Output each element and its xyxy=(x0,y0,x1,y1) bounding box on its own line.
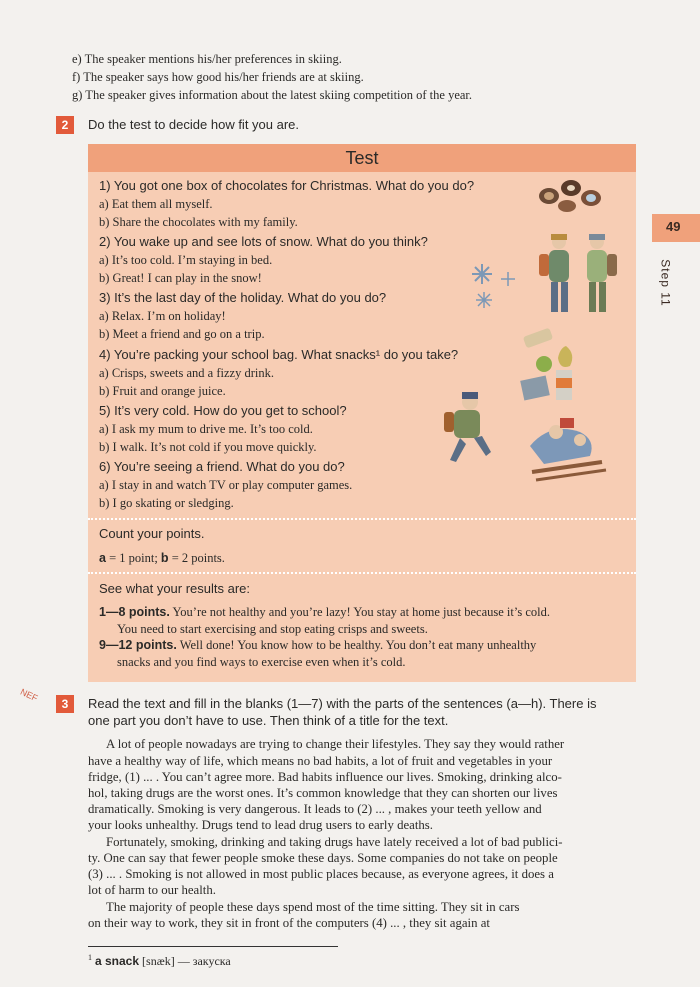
snowflake-icon xyxy=(468,262,518,312)
answer-3a: a) Relax. I’m on holiday! xyxy=(99,309,226,323)
question-3: 3) It’s the last day of the holiday. What do you do? xyxy=(99,290,387,305)
text-line: The majority of people these days spend most of the time sitting. They sit in cars xyxy=(106,900,520,914)
text-line: (3) ... . Smoking is not allowed in most public places because, as everyone agrees, it does a xyxy=(88,867,554,881)
question-2: 2) You wake up and see lots of snow. What do you think? xyxy=(99,234,428,249)
answer-1b: b) Share the chocolates with my family. xyxy=(99,215,298,229)
task-3-number: 3 xyxy=(56,695,74,713)
result-1-cont: You need to start exercising and stop eating crisps and sweets. xyxy=(117,622,428,636)
answer-4a: a) Crisps, sweets and a fizzy drink. xyxy=(99,366,274,380)
text-line: have a healthy way of life, which means no bad habits, a lot of fruit and vegetables in your xyxy=(88,754,553,768)
answer-6a: a) I stay in and watch TV or play computer games. xyxy=(99,478,353,492)
text-line: hol, taking drugs are the worst ones. It’s common knowledge that they can shorten our lives xyxy=(88,786,558,800)
count-heading: Count your points. xyxy=(99,526,205,541)
option-g: g) The speaker gives information about the latest skiing competition of the year. xyxy=(72,88,473,102)
sledging-illustration xyxy=(440,388,620,498)
results-heading: See what your results are: xyxy=(99,581,251,596)
footnote: $^1$ a snack [snæk] — закуска xyxy=(88,953,231,968)
text-line: A lot of people nowadays are trying to change their lifestyles. They say they would rather xyxy=(106,737,565,751)
page-number: 49 xyxy=(666,219,681,234)
answer-1a: a) Eat them all myself. xyxy=(99,197,213,211)
task-3-instruction-1: Read the text and fill in the blanks (1—7) with the parts of the sentences (a—h). There is xyxy=(88,696,597,711)
text-line: fridge, (1) ... . You can’t agree more. Bad habits influence our lives. Smoking, drinking alco- xyxy=(88,770,562,784)
result-1: 1—8 points. You’re not healthy and you’re lazy! You stay at home just because it’s cold. xyxy=(99,605,550,619)
result-2: 9—12 points. Well done! You know how to be healthy. You don’t eat many unhealthy xyxy=(99,638,537,652)
step-label: Step 11 xyxy=(658,259,673,307)
question-6: 6) You’re seeing a friend. What do you do? xyxy=(99,459,345,474)
option-e: e) The speaker mentions his/her preferences in skiing. xyxy=(72,52,342,66)
answer-4b: b) Fruit and orange juice. xyxy=(99,384,226,398)
answer-3b: b) Meet a friend and go on a trip. xyxy=(99,327,265,341)
answer-5a: a) I ask my mum to drive me. It’s too cold. xyxy=(99,422,313,436)
task-2-number: 2 xyxy=(56,116,74,134)
option-f: f) The speaker says how good his/her friends are at skiing. xyxy=(72,70,364,84)
answer-2b: b) Great! I can play in the snow! xyxy=(99,271,262,285)
question-1: 1) You got one box of chocolates for Christmas. What do you do? xyxy=(99,178,475,193)
test-header xyxy=(88,144,636,172)
points-line: a = 1 point; b = 2 points. xyxy=(99,551,225,565)
hikers-illustration xyxy=(535,228,625,318)
chocolates-illustration xyxy=(535,176,605,216)
text-line: dramatically. Smoking is very dangerous. It leads to (2) ... , makes your teeth yellow and xyxy=(88,802,542,816)
answer-2a: a) It’s too cold. I’m staying in bed. xyxy=(99,253,273,267)
question-4: 4) You’re packing your school bag. What snacks¹ do you take? xyxy=(99,347,459,362)
task-2-instruction: Do the test to decide how fit you are. xyxy=(88,117,300,132)
question-5: 5) It’s very cold. How do you get to school? xyxy=(99,403,347,418)
answer-5b: b) I walk. It’s not cold if you move quickly. xyxy=(99,440,317,454)
divider xyxy=(88,572,636,574)
text-line: ty. One can say that fewer people smoke these days. Some companies do not take on people xyxy=(88,851,558,865)
text-line: Fortunately, smoking, drinking and taking drugs have lately received a lot of bad publici- xyxy=(106,835,563,849)
divider xyxy=(88,518,636,520)
footnote-rule xyxy=(88,946,338,947)
task-3-instruction-2: one part you don’t have to use. Then think of a title for the text. xyxy=(88,713,449,728)
answer-6b: b) I go skating or sledging. xyxy=(99,496,234,510)
text-line: lot of harm to our health. xyxy=(88,883,216,897)
text-line: your looks unhealthy. Drugs tend to lead drug users to early deaths. xyxy=(88,818,433,832)
result-2-cont: snacks and you find ways to exercise even when it’s cold. xyxy=(117,655,406,669)
nef-badge: NEF xyxy=(18,686,40,704)
text-line: on their way to work, they sit in front of the computers (4) ... , they sit again at xyxy=(88,916,490,930)
test-title: Test xyxy=(345,148,379,168)
step-label-wrap xyxy=(658,250,684,320)
